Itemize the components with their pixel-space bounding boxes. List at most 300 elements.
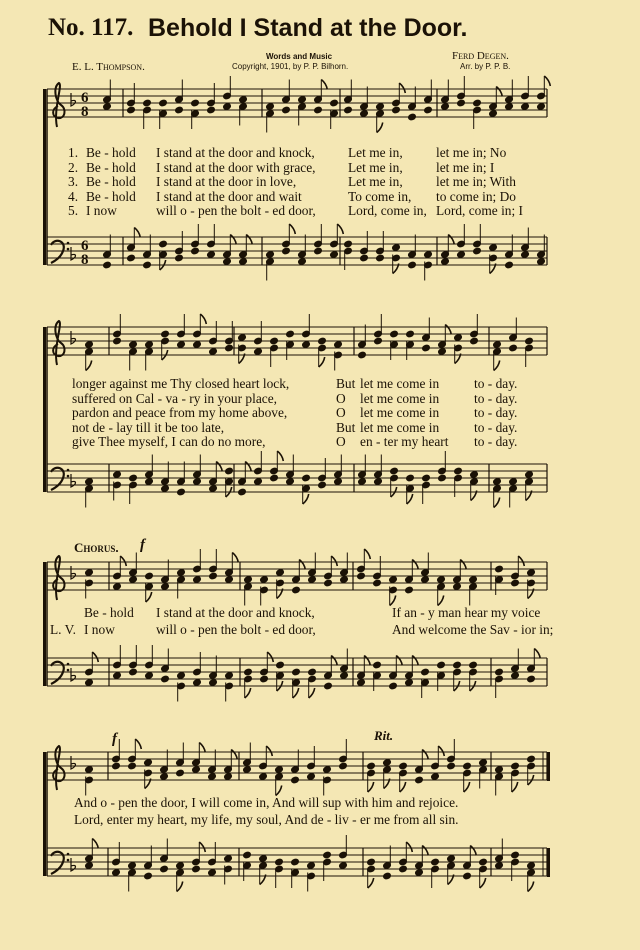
note-head: [441, 258, 450, 266]
note-head: [254, 478, 263, 486]
lyric-fragment: Let me in,: [348, 174, 403, 189]
note-head: [307, 862, 316, 870]
note-head: [358, 351, 367, 359]
note-head: [103, 261, 112, 269]
note-head: [223, 103, 232, 111]
note-head: [324, 682, 333, 690]
note-flag: [199, 842, 205, 852]
note-head: [207, 251, 216, 259]
note-head: [177, 672, 186, 680]
note-flag: [276, 786, 282, 796]
note-flag: [331, 656, 337, 666]
note-head: [392, 106, 401, 114]
note-head: [208, 773, 217, 781]
lyric-fragment: If an - y man hear my voice: [392, 605, 541, 620]
note-head: [225, 672, 234, 680]
note-head: [85, 766, 94, 774]
lyric-line: Lord, enter my heart, my life, my soul, And de - liv - er me from all sin.: [74, 812, 459, 827]
note-head: [113, 583, 122, 591]
lyric-fragment: Be - hold: [86, 145, 136, 160]
note-head: [298, 258, 307, 266]
note-head: [209, 348, 218, 356]
lyric-fragment: to - day.: [474, 390, 518, 406]
note-head: [441, 103, 450, 111]
lyric-fragment: let me come in: [360, 376, 440, 391]
note-head: [209, 485, 218, 493]
note-head: [521, 251, 530, 259]
note-flag: [289, 224, 295, 234]
time-signature-bottom: 8: [81, 104, 89, 120]
note-head: [224, 773, 233, 781]
note-flag: [422, 750, 428, 760]
note-head: [437, 661, 446, 669]
note-head: [438, 348, 447, 356]
note-head: [521, 103, 530, 111]
lyric-fragment: will o - pen the bolt - ed door,: [156, 622, 316, 637]
note-head: [308, 576, 317, 584]
system-brace: [43, 752, 46, 876]
bass-clef-dot: [67, 853, 70, 856]
note-head: [302, 341, 311, 349]
verse-number: 3.: [68, 174, 79, 189]
note-flag: [396, 656, 402, 666]
note-head: [85, 478, 94, 486]
note-head: [527, 862, 536, 870]
lyric-fragment: L. V.: [50, 622, 76, 637]
note-head: [239, 258, 248, 266]
note-head: [463, 762, 472, 770]
note-head: [275, 766, 284, 774]
note-head: [527, 755, 536, 763]
note-head: [129, 341, 138, 349]
note-head: [276, 661, 285, 669]
note-head: [495, 565, 504, 573]
dynamic-marking: f: [112, 731, 117, 747]
note-head: [85, 341, 94, 349]
note-flag: [448, 235, 454, 245]
note-flag: [407, 494, 413, 504]
note-head: [330, 251, 339, 259]
note-flag: [299, 560, 305, 570]
note-head: [192, 865, 201, 873]
bass-clef-dot: [67, 242, 70, 245]
note-head: [469, 576, 478, 584]
note-head: [238, 334, 247, 342]
note-head: [537, 103, 546, 111]
note-head: [193, 478, 202, 486]
note-head: [330, 99, 339, 107]
note-head: [225, 467, 234, 475]
note-head: [259, 773, 268, 781]
note-head: [145, 478, 154, 486]
note-flag: [92, 839, 98, 849]
note-head: [144, 759, 153, 767]
note-flag: [364, 656, 370, 666]
note-head: [367, 762, 376, 770]
lyric-fragment: I stand at the door and knock,: [156, 145, 315, 160]
note-head: [470, 471, 479, 479]
note-flag: [146, 592, 152, 602]
note-head: [453, 661, 462, 669]
note-head: [282, 106, 291, 114]
bass-clef-dot: [67, 248, 70, 251]
note-flag: [337, 224, 343, 234]
lyric-fragment: let me in; No: [436, 145, 507, 160]
note-head: [191, 99, 200, 107]
note-head: [266, 103, 275, 111]
note-head: [376, 254, 385, 262]
key-signature-flat: [71, 756, 76, 769]
note-head: [390, 467, 399, 475]
note-head: [145, 572, 154, 580]
note-flag: [422, 846, 428, 856]
note-head: [447, 762, 456, 770]
note-head: [127, 254, 136, 262]
note-head: [145, 341, 154, 349]
note-head: [224, 855, 233, 863]
note-flag: [412, 560, 418, 570]
note-head: [323, 851, 332, 859]
note-head: [511, 762, 520, 770]
bass-clef-dot: [67, 859, 70, 862]
note-head: [192, 766, 201, 774]
note-head: [525, 337, 534, 345]
note-flag: [480, 878, 486, 888]
note-head: [113, 337, 122, 345]
note-head: [406, 330, 415, 338]
note-head: [286, 330, 295, 338]
lyric-fragment: let me come in: [360, 390, 440, 406]
note-head: [454, 467, 463, 475]
note-head: [177, 341, 186, 349]
note-head: [254, 348, 263, 356]
note-head: [437, 576, 446, 584]
note-flag: [412, 656, 418, 666]
bass-clef-dot: [67, 663, 70, 666]
note-head: [176, 769, 185, 777]
note-head: [308, 668, 317, 676]
note-flag: [216, 462, 222, 472]
note-head: [399, 762, 408, 770]
note-head: [291, 776, 300, 784]
note-flag: [321, 80, 327, 90]
note-head: [357, 572, 366, 580]
note-head: [238, 488, 247, 496]
time-signature-bottom: 8: [81, 252, 89, 268]
note-flag: [277, 451, 283, 461]
note-flag: [135, 739, 141, 749]
treble-clef: [53, 556, 64, 600]
note-head: [399, 865, 408, 873]
note-head: [292, 668, 301, 676]
note-head: [511, 579, 520, 587]
lyric-fragment: will o - pen the bolt - ed door,: [156, 203, 316, 218]
lyric-fragment: not de - lay till it be too late,: [72, 419, 225, 435]
system-brace: [43, 327, 46, 492]
lyric-fragment: And welcome the Sav - ior in;: [392, 622, 554, 637]
lyric-fragment: let me in; With: [436, 174, 516, 189]
note-head: [85, 679, 94, 687]
note-head: [383, 759, 392, 767]
composer-credit: Ferd Degen.: [452, 50, 509, 62]
lyric-fragment: let me come in: [360, 405, 440, 420]
lyric-fragment: I stand at the door with grace,: [156, 159, 316, 175]
note-head: [511, 851, 520, 859]
note-head: [340, 672, 349, 680]
ritardando-marking: Rit.: [374, 728, 394, 743]
note-head: [193, 576, 202, 584]
bass-clef-dot: [67, 475, 70, 478]
lyric-fragment: suffered on Cal - va - ry in your place,: [72, 390, 278, 406]
note-head: [367, 858, 376, 866]
note-head: [177, 488, 186, 496]
note-head: [324, 579, 333, 587]
lyric-fragment: Be - hold: [86, 159, 136, 175]
note-head: [421, 576, 430, 584]
time-signature-top: 6: [81, 238, 89, 254]
verse-number: 2.: [68, 159, 79, 175]
note-head: [383, 872, 392, 880]
hymn-title: Behold I Stand at the Door.: [148, 14, 468, 42]
lyric-fragment: Let me in,: [348, 145, 403, 160]
treble-clef: [53, 746, 64, 790]
note-head: [145, 672, 154, 680]
time-signature-top: 6: [81, 90, 89, 106]
note-head: [505, 103, 514, 111]
note-flag: [246, 235, 252, 245]
chorus-dynamic: f: [140, 537, 145, 553]
lyric-fragment: to - day.: [474, 419, 518, 435]
lyric-fragment: Lord, come in; I: [436, 203, 524, 218]
note-head: [160, 773, 169, 781]
note-head: [112, 869, 121, 877]
note-head: [389, 576, 398, 584]
note-head: [275, 858, 284, 866]
note-head: [447, 855, 456, 863]
final-barline: [547, 752, 550, 781]
note-head: [318, 481, 327, 489]
note-flag: [319, 357, 325, 367]
note-head: [422, 344, 431, 352]
bass-clef-dot: [67, 469, 70, 472]
note-head: [479, 759, 488, 767]
note-head: [243, 851, 252, 859]
lyric-fragment: let me in; I: [436, 159, 495, 175]
note-head: [193, 679, 202, 687]
note-flag: [245, 462, 251, 472]
system-brace: [43, 89, 46, 265]
lyric-fragment: I stand at the door in love,: [156, 174, 297, 189]
note-head: [408, 113, 417, 121]
note-head: [286, 478, 295, 486]
lyric-fragment: Be - hold: [84, 605, 134, 620]
note-head: [314, 247, 323, 255]
note-head: [339, 862, 348, 870]
note-flag: [438, 596, 444, 606]
note-head: [85, 569, 94, 577]
note-head: [160, 865, 169, 873]
note-head: [143, 99, 152, 107]
note-head: [505, 261, 514, 269]
verse-number: 1.: [68, 145, 79, 160]
note-head: [431, 773, 440, 781]
author-credit: E. L. Thompson.: [72, 61, 145, 73]
note-flag: [518, 556, 524, 566]
note-head: [373, 579, 382, 587]
note-head: [318, 337, 327, 345]
note-head: [144, 872, 153, 880]
note-head: [390, 330, 399, 338]
note-head: [112, 762, 121, 770]
note-flag: [86, 361, 92, 371]
note-head: [207, 106, 216, 114]
note-flag: [399, 83, 405, 93]
note-head: [113, 672, 122, 680]
note-head: [223, 258, 232, 266]
note-head: [463, 872, 472, 880]
treble-clef: [53, 321, 64, 365]
note-flag: [406, 842, 412, 852]
note-head: [344, 106, 353, 114]
note-head: [225, 576, 234, 584]
lyric-fragment: But: [336, 376, 356, 391]
system-brace: [43, 562, 46, 686]
lyric-fragment: But: [336, 419, 356, 435]
note-head: [176, 862, 185, 870]
note-head: [244, 576, 253, 584]
note-flag: [528, 882, 534, 892]
note-head: [243, 766, 252, 774]
note-flag: [364, 549, 370, 559]
note-head: [292, 586, 301, 594]
note-head: [323, 766, 332, 774]
note-head: [511, 672, 520, 680]
lyric-fragment: pardon and peace from my home above,: [72, 405, 288, 420]
note-flag: [230, 235, 236, 245]
note-flag: [232, 553, 238, 563]
note-head: [259, 855, 268, 863]
note-flag: [134, 228, 140, 238]
note-head: [127, 106, 136, 114]
note-head: [175, 106, 184, 114]
note-head: [113, 471, 122, 479]
key-signature-flat: [71, 93, 76, 106]
note-head: [191, 247, 200, 255]
lyric-fragment: to - day.: [474, 376, 518, 391]
note-head: [161, 675, 170, 683]
note-head: [479, 858, 488, 866]
note-head: [453, 583, 462, 591]
note-head: [374, 478, 383, 486]
note-head: [495, 862, 504, 870]
note-head: [493, 478, 502, 486]
chorus-label: Chorus.: [74, 540, 119, 555]
note-head: [525, 471, 534, 479]
key-signature-flat: [71, 566, 76, 579]
note-head: [270, 474, 279, 482]
note-flag: [445, 325, 451, 335]
lyric-fragment: Lord, come in,: [348, 203, 427, 218]
note-flag: [400, 782, 406, 792]
note-head: [159, 240, 168, 248]
verse-number: 5.: [68, 203, 79, 218]
note-head: [260, 576, 269, 584]
note-head: [260, 675, 269, 683]
note-head: [495, 766, 504, 774]
lyric-fragment: I now: [84, 622, 115, 637]
note-head: [282, 247, 291, 255]
note-head: [159, 99, 168, 107]
lyric-fragment: To come in,: [348, 188, 412, 204]
lyric-fragment: to come in; Do: [436, 188, 516, 204]
note-head: [239, 96, 248, 104]
note-head: [473, 99, 482, 107]
note-head: [244, 668, 253, 676]
verse-number: 4.: [68, 188, 79, 204]
note-head: [208, 869, 217, 877]
note-head: [360, 254, 369, 262]
note-flag: [494, 498, 500, 508]
note-head: [389, 682, 398, 690]
note-head: [392, 244, 401, 252]
note-head: [473, 247, 482, 255]
note-flag: [512, 782, 518, 792]
note-head: [454, 334, 463, 342]
note-head: [298, 96, 307, 104]
note-head: [527, 569, 536, 577]
note-head: [334, 341, 343, 349]
note-head: [489, 244, 498, 252]
note-head: [408, 261, 417, 269]
lyric-fragment: O: [336, 405, 346, 420]
note-head: [376, 103, 385, 111]
note-head: [489, 110, 498, 118]
lyric-fragment: Let me in,: [348, 159, 403, 175]
note-head: [438, 474, 447, 482]
note-head: [129, 668, 138, 676]
note-head: [405, 679, 414, 687]
key-signature-flat: [71, 331, 76, 344]
note-head: [270, 337, 279, 345]
note-head: [470, 337, 479, 345]
note-head: [415, 776, 424, 784]
note-head: [509, 344, 518, 352]
note-head: [509, 478, 518, 486]
note-flag: [544, 76, 550, 86]
note-head: [128, 862, 137, 870]
note-flag: [199, 743, 205, 753]
note-head: [493, 341, 502, 349]
note-flag: [377, 123, 383, 133]
note-head: [457, 251, 466, 259]
note-head: [193, 341, 202, 349]
note-head: [424, 106, 433, 114]
note-flag: [245, 688, 251, 698]
note-head: [307, 773, 316, 781]
lyric-fragment: O: [336, 434, 346, 449]
note-head: [276, 569, 285, 577]
note-flag: [464, 782, 470, 792]
lyric-fragment: I now: [86, 203, 117, 218]
note-head: [340, 576, 349, 584]
note-flag: [267, 652, 273, 662]
note-flag: [390, 596, 396, 606]
note-flag: [120, 556, 126, 566]
lyric-fragment: Be - hold: [86, 188, 136, 204]
note-flag: [303, 494, 309, 504]
note-head: [291, 858, 300, 866]
note-head: [405, 586, 414, 594]
